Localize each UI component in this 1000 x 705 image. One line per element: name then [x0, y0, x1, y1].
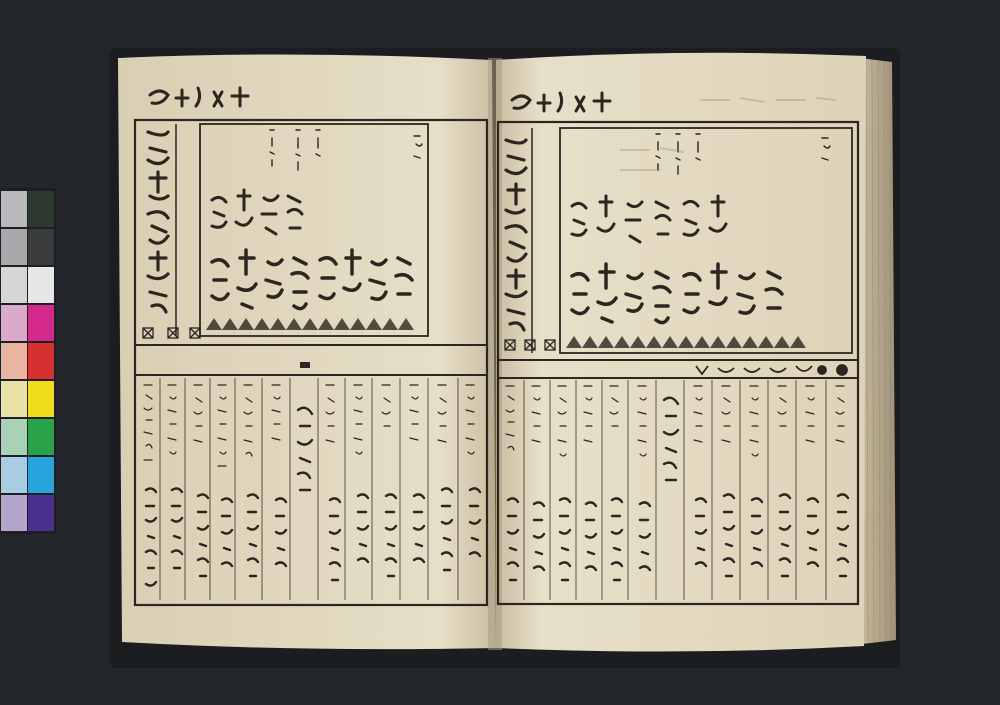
color-patch: [28, 381, 54, 417]
color-patch: [28, 229, 54, 265]
gutter: [488, 58, 502, 650]
color-patch: [28, 267, 54, 303]
color-patch: [1, 305, 27, 341]
color-patch: [28, 457, 54, 493]
color-checker: [0, 188, 56, 534]
ink-mark: [300, 362, 310, 368]
color-patch: [1, 267, 27, 303]
color-patch: [1, 381, 27, 417]
color-patch: [28, 191, 54, 227]
color-patch: [1, 191, 27, 227]
color-patch: [1, 343, 27, 379]
color-patch: [28, 343, 54, 379]
left-page: [118, 54, 496, 649]
color-patch: [1, 495, 27, 531]
color-patch: [1, 229, 27, 265]
color-patch: [28, 419, 54, 455]
color-patch: [1, 419, 27, 455]
color-patch: [28, 495, 54, 531]
color-patch: [28, 305, 54, 341]
color-patch: [1, 457, 27, 493]
